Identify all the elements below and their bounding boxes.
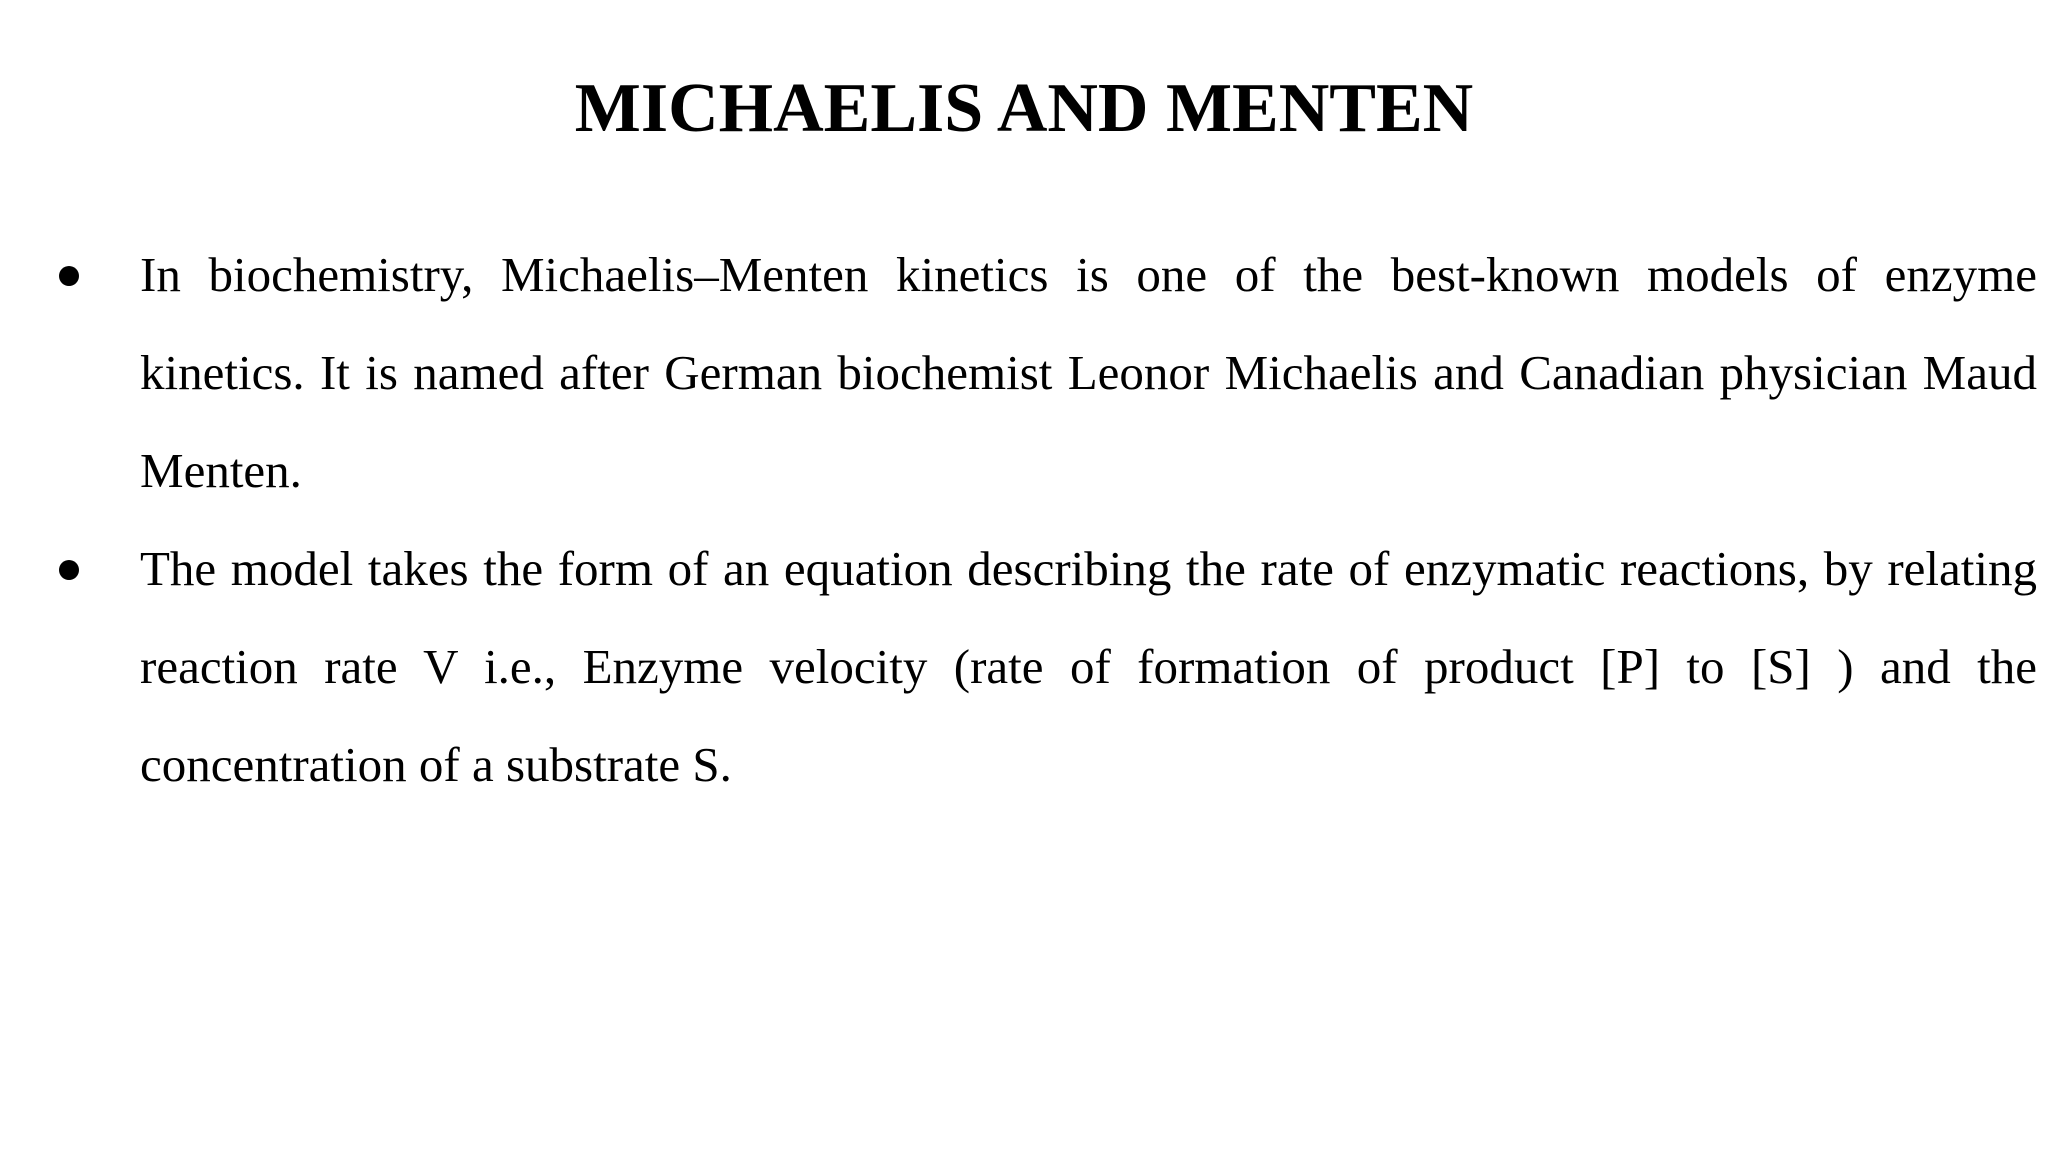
bullet-text: The model takes the form of an equation describing the rate of enzymatic reactions, by relating reaction rate V i.e., Enzyme velocity (rate of formation of product [P] to [S] ) and the concentration of a substrate S.	[140, 541, 2037, 792]
bullet-text: In biochemistry, Michaelis–Menten kinetics is one of the best-known models of enzyme kinetics. It is named after German biochemist Leonor Michaelis and Canadian physician Maud Menten.	[140, 247, 2037, 498]
bullet-list	[0, 226, 2048, 814]
bullet-item	[0, 226, 2048, 520]
bullet-dot-icon	[59, 266, 79, 286]
slide-title: MICHAELIS AND MENTEN	[574, 70, 1474, 147]
bullet-item	[0, 520, 2048, 814]
bullet-dot-icon	[59, 560, 79, 580]
